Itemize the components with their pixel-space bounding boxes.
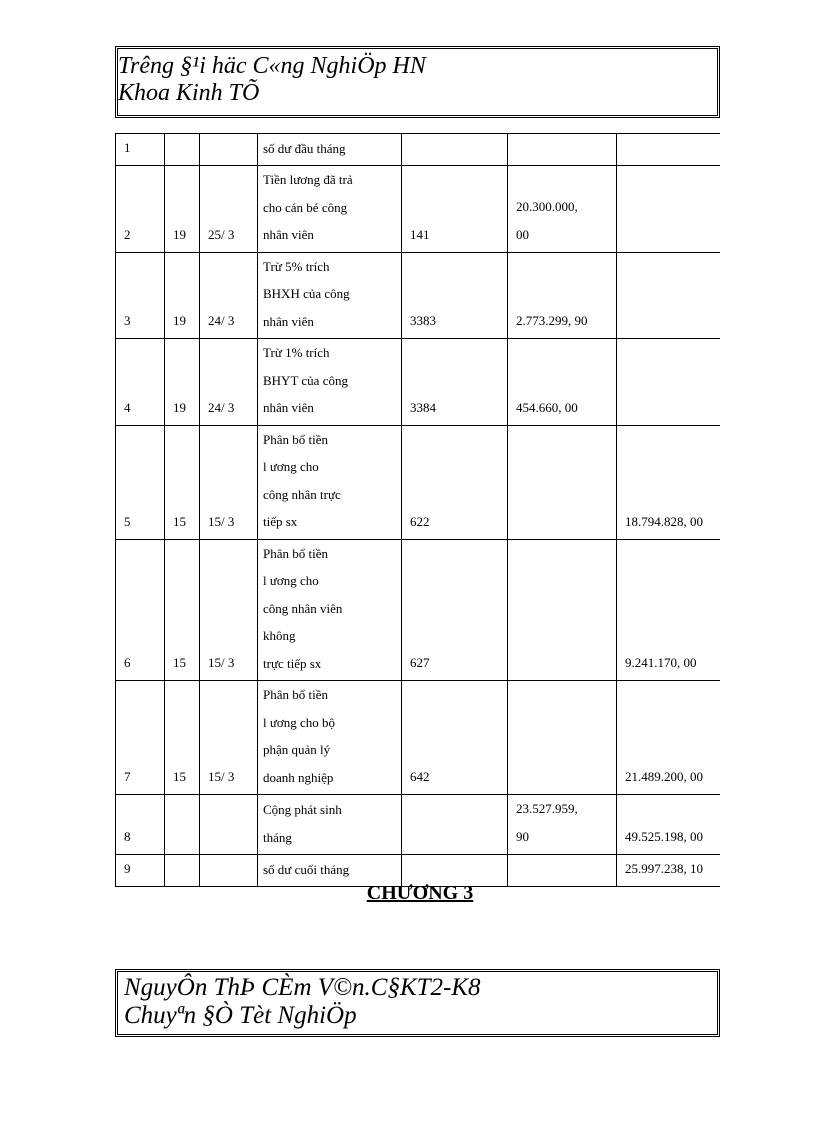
description-cell <box>258 166 402 253</box>
account-cell: 3383 <box>402 252 508 339</box>
row-index-cell: 1 <box>116 134 165 166</box>
account-cell: 3384 <box>402 339 508 426</box>
header-school-name: Trêng §¹i häc C«ng NghiÖp HN <box>118 53 426 79</box>
debit-line <box>516 508 610 536</box>
credit-cell: 25.997.238, 10 <box>617 855 720 887</box>
description-line: Trừ 1% trích <box>263 345 330 360</box>
doc-number-cell <box>165 795 200 855</box>
footer-doc-type: Chuyªn §Ò Tèt NghiÖp <box>124 1002 357 1029</box>
date-cell <box>200 795 258 855</box>
debit-cell <box>508 166 617 253</box>
date-cell: 24/ 3 <box>200 339 258 426</box>
table-row <box>116 134 720 166</box>
debit-line: 00 <box>516 226 529 242</box>
row-index-cell: 3 <box>116 252 165 339</box>
debit-cell <box>508 134 617 166</box>
account-cell: 642 <box>402 681 508 795</box>
debit-cell <box>508 425 617 539</box>
description-cell <box>258 134 402 166</box>
debit-line <box>516 649 610 677</box>
description-line: Phân bổ tiền <box>263 545 328 561</box>
description-line: cho cán bé công <box>263 199 348 215</box>
table-row <box>116 252 720 339</box>
credit-cell: 18.794.828, 00 <box>617 425 720 539</box>
description-line: BHXH của công <box>263 286 350 301</box>
date-cell: 15/ 3 <box>200 681 258 795</box>
description-line: không <box>263 628 296 643</box>
description-line: trực tiếp sx <box>263 655 322 671</box>
description-line: doanh nghiệp <box>263 769 334 785</box>
doc-number-cell <box>165 134 200 166</box>
debit-cell <box>508 795 617 855</box>
debit-line <box>516 763 610 791</box>
date-cell: 15/ 3 <box>200 425 258 539</box>
row-index-cell: 5 <box>116 425 165 539</box>
chapter-heading <box>0 882 816 905</box>
description-line: l ương cho bộ <box>263 714 336 730</box>
doc-number-cell: 19 <box>165 252 200 339</box>
description-line: phận quản lý <box>263 742 331 757</box>
chapter-title: CHƯƠNG 3 <box>366 882 474 904</box>
credit-cell <box>617 252 720 339</box>
debit-line <box>516 855 610 883</box>
doc-number-cell: 19 <box>165 339 200 426</box>
debit-cell <box>508 252 617 339</box>
debit-cell <box>508 681 617 795</box>
account-cell <box>402 134 508 166</box>
date-cell <box>200 134 258 166</box>
description-line: Cộng phát sinh <box>263 802 342 817</box>
page-header <box>115 46 720 118</box>
debit-line <box>516 134 610 162</box>
row-index-cell: 8 <box>116 795 165 855</box>
row-index-cell: 2 <box>116 166 165 253</box>
description-line: công nhân viên <box>263 600 343 616</box>
account-cell: 141 <box>402 166 508 253</box>
credit-cell <box>617 339 720 426</box>
account-cell <box>402 795 508 855</box>
description-line: Trừ 5% trích <box>263 258 330 274</box>
debit-line: 454.660, 00 <box>516 399 578 415</box>
footer-author: NguyÔn ThÞ CÈm V©n.C§KT2-K8 <box>124 974 481 1001</box>
credit-cell <box>617 166 720 253</box>
debit-cell <box>508 339 617 426</box>
description-line: nhân viên <box>263 227 314 242</box>
credit-cell: 21.489.200, 00 <box>617 681 720 795</box>
description-line: Tiền lương đã trả <box>263 172 353 187</box>
date-cell: 24/ 3 <box>200 252 258 339</box>
description-cell <box>258 339 402 426</box>
credit-cell <box>617 134 720 166</box>
row-index-cell: 4 <box>116 339 165 426</box>
row-index-cell: 9 <box>116 855 165 887</box>
doc-number-cell: 15 <box>165 425 200 539</box>
table-row <box>116 425 720 539</box>
date-cell: 25/ 3 <box>200 166 258 253</box>
table-row <box>116 166 720 253</box>
account-cell: 627 <box>402 539 508 681</box>
table-row <box>116 681 720 795</box>
debit-line: 20.300.000, <box>516 198 578 214</box>
description-line: tháng <box>263 829 292 845</box>
doc-number-cell: 15 <box>165 539 200 681</box>
description-cell <box>258 539 402 681</box>
description-line: Phân bổ tiền <box>263 687 328 702</box>
description-cell <box>258 681 402 795</box>
header-faculty-name: Khoa Kinh TÕ <box>118 80 260 106</box>
page-footer <box>115 969 720 1037</box>
description-line: Phân bổ tiền <box>263 431 328 447</box>
description-line: số dư đầu tháng <box>263 140 346 156</box>
description-line: tiếp sx <box>263 514 298 529</box>
description-line: l ương cho <box>263 573 319 588</box>
description-line: nhân viên <box>263 313 314 329</box>
debit-line: 23.527.959, <box>516 801 578 816</box>
description-line: BHYT của công <box>263 372 348 388</box>
description-line: l ương cho <box>263 459 319 474</box>
description-cell <box>258 252 402 339</box>
row-index-cell: 6 <box>116 539 165 681</box>
credit-cell: 49.525.198, 00 <box>617 795 720 855</box>
ledger-table <box>115 133 720 887</box>
debit-line: 2.773.299, 90 <box>516 313 588 328</box>
doc-number-cell: 19 <box>165 166 200 253</box>
doc-number-cell: 15 <box>165 681 200 795</box>
credit-cell: 9.241.170, 00 <box>617 539 720 681</box>
account-cell: 622 <box>402 425 508 539</box>
debit-cell <box>508 539 617 681</box>
description-line: nhân viên <box>263 400 314 415</box>
description-line: số dư cuối tháng <box>263 861 350 877</box>
description-line: công nhân trực <box>263 486 341 502</box>
debit-line: 90 <box>516 829 529 844</box>
description-cell <box>258 425 402 539</box>
table-row <box>116 539 720 681</box>
description-cell <box>258 795 402 855</box>
table-row <box>116 795 720 855</box>
date-cell: 15/ 3 <box>200 539 258 681</box>
table-row <box>116 339 720 426</box>
row-index-cell: 7 <box>116 681 165 795</box>
